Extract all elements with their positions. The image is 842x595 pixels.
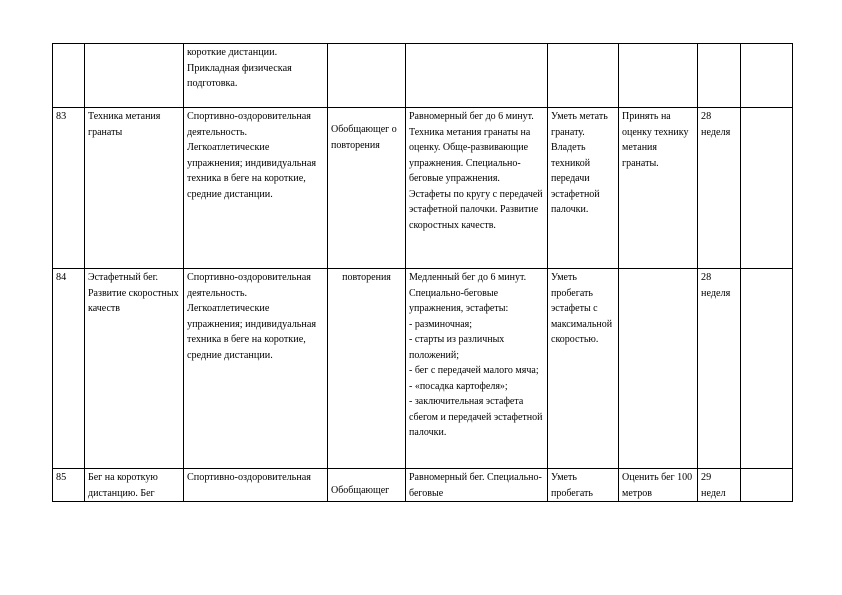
lesson-type: Обобщающег	[328, 469, 406, 502]
activity-type: Спортивно-оздоровительная	[184, 469, 328, 502]
lesson-content: Равномерный бег до 6 минут. Техника метания гранаты на оценку. Обще-развивающие упражнения. Специально-беговые упражнения. Эстафеты по кругу с передачей эстафетной палочки. Развитие скоростных качеств.	[406, 108, 548, 269]
lesson-number: 83	[53, 108, 85, 269]
lesson-type	[328, 44, 406, 108]
week: 29 недел	[698, 469, 741, 502]
lesson-number: 85	[53, 469, 85, 502]
lesson-type: повторения	[328, 269, 406, 469]
table-row	[53, 44, 793, 108]
extra-column	[741, 469, 793, 502]
table-row	[53, 269, 793, 469]
lesson-topic: Бег на короткую дистанцию. Бег	[85, 469, 184, 502]
table-row	[53, 469, 793, 502]
lesson-number: 84	[53, 269, 85, 469]
lesson-topic	[85, 44, 184, 108]
lesson-number	[53, 44, 85, 108]
requirements: Уметь пробегать	[548, 469, 619, 502]
lesson-content	[406, 44, 548, 108]
lesson-topic: Эстафетный бег. Развитие скоростных качеств	[85, 269, 184, 469]
table-row	[53, 108, 793, 269]
assessment: Принять на оценку технику метания гранаты.	[619, 108, 698, 269]
activity-type: Спортивно-оздоровительная деятельность. Легкоатлетические упражнения; индивидуальная техника в беге на короткие, средние дистанции.	[184, 269, 328, 469]
lesson-topic: Техника метания гранаты	[85, 108, 184, 269]
extra-column	[741, 44, 793, 108]
extra-column	[741, 269, 793, 469]
week: 28 неделя	[698, 269, 741, 469]
assessment	[619, 44, 698, 108]
week	[698, 44, 741, 108]
requirements	[548, 44, 619, 108]
assessment: Оценить бег 100 метров	[619, 469, 698, 502]
activity-type: Спортивно-оздоровительная деятельность. Легкоатлетические упражнения; индивидуальная техника в беге на короткие, средние дистанции.	[184, 108, 328, 269]
assessment	[619, 269, 698, 469]
week: 28 неделя	[698, 108, 741, 269]
requirements: Уметь метать гранату. Владеть техникой передачи эстафетной палочки.	[548, 108, 619, 269]
lesson-content: Равномерный бег. Специально-беговые	[406, 469, 548, 502]
lesson-plan-table	[52, 43, 793, 502]
activity-type: короткие дистанции. Прикладная физическая подготовка.	[184, 44, 328, 108]
lesson-type: Обобщающег о повторения	[328, 108, 406, 269]
requirements: Уметь пробегать эстафеты с максимальной скоростью.	[548, 269, 619, 469]
lesson-content: Медленный бег до 6 минут. Специально-беговые упражнения, эстафеты: - разминочная; - старты из различных положений; - бег с передачей малого мяча; - «посадка картофеля»; - заключительная эстафета сбегом и передачей эстафетной палочки.	[406, 269, 548, 469]
extra-column	[741, 108, 793, 269]
